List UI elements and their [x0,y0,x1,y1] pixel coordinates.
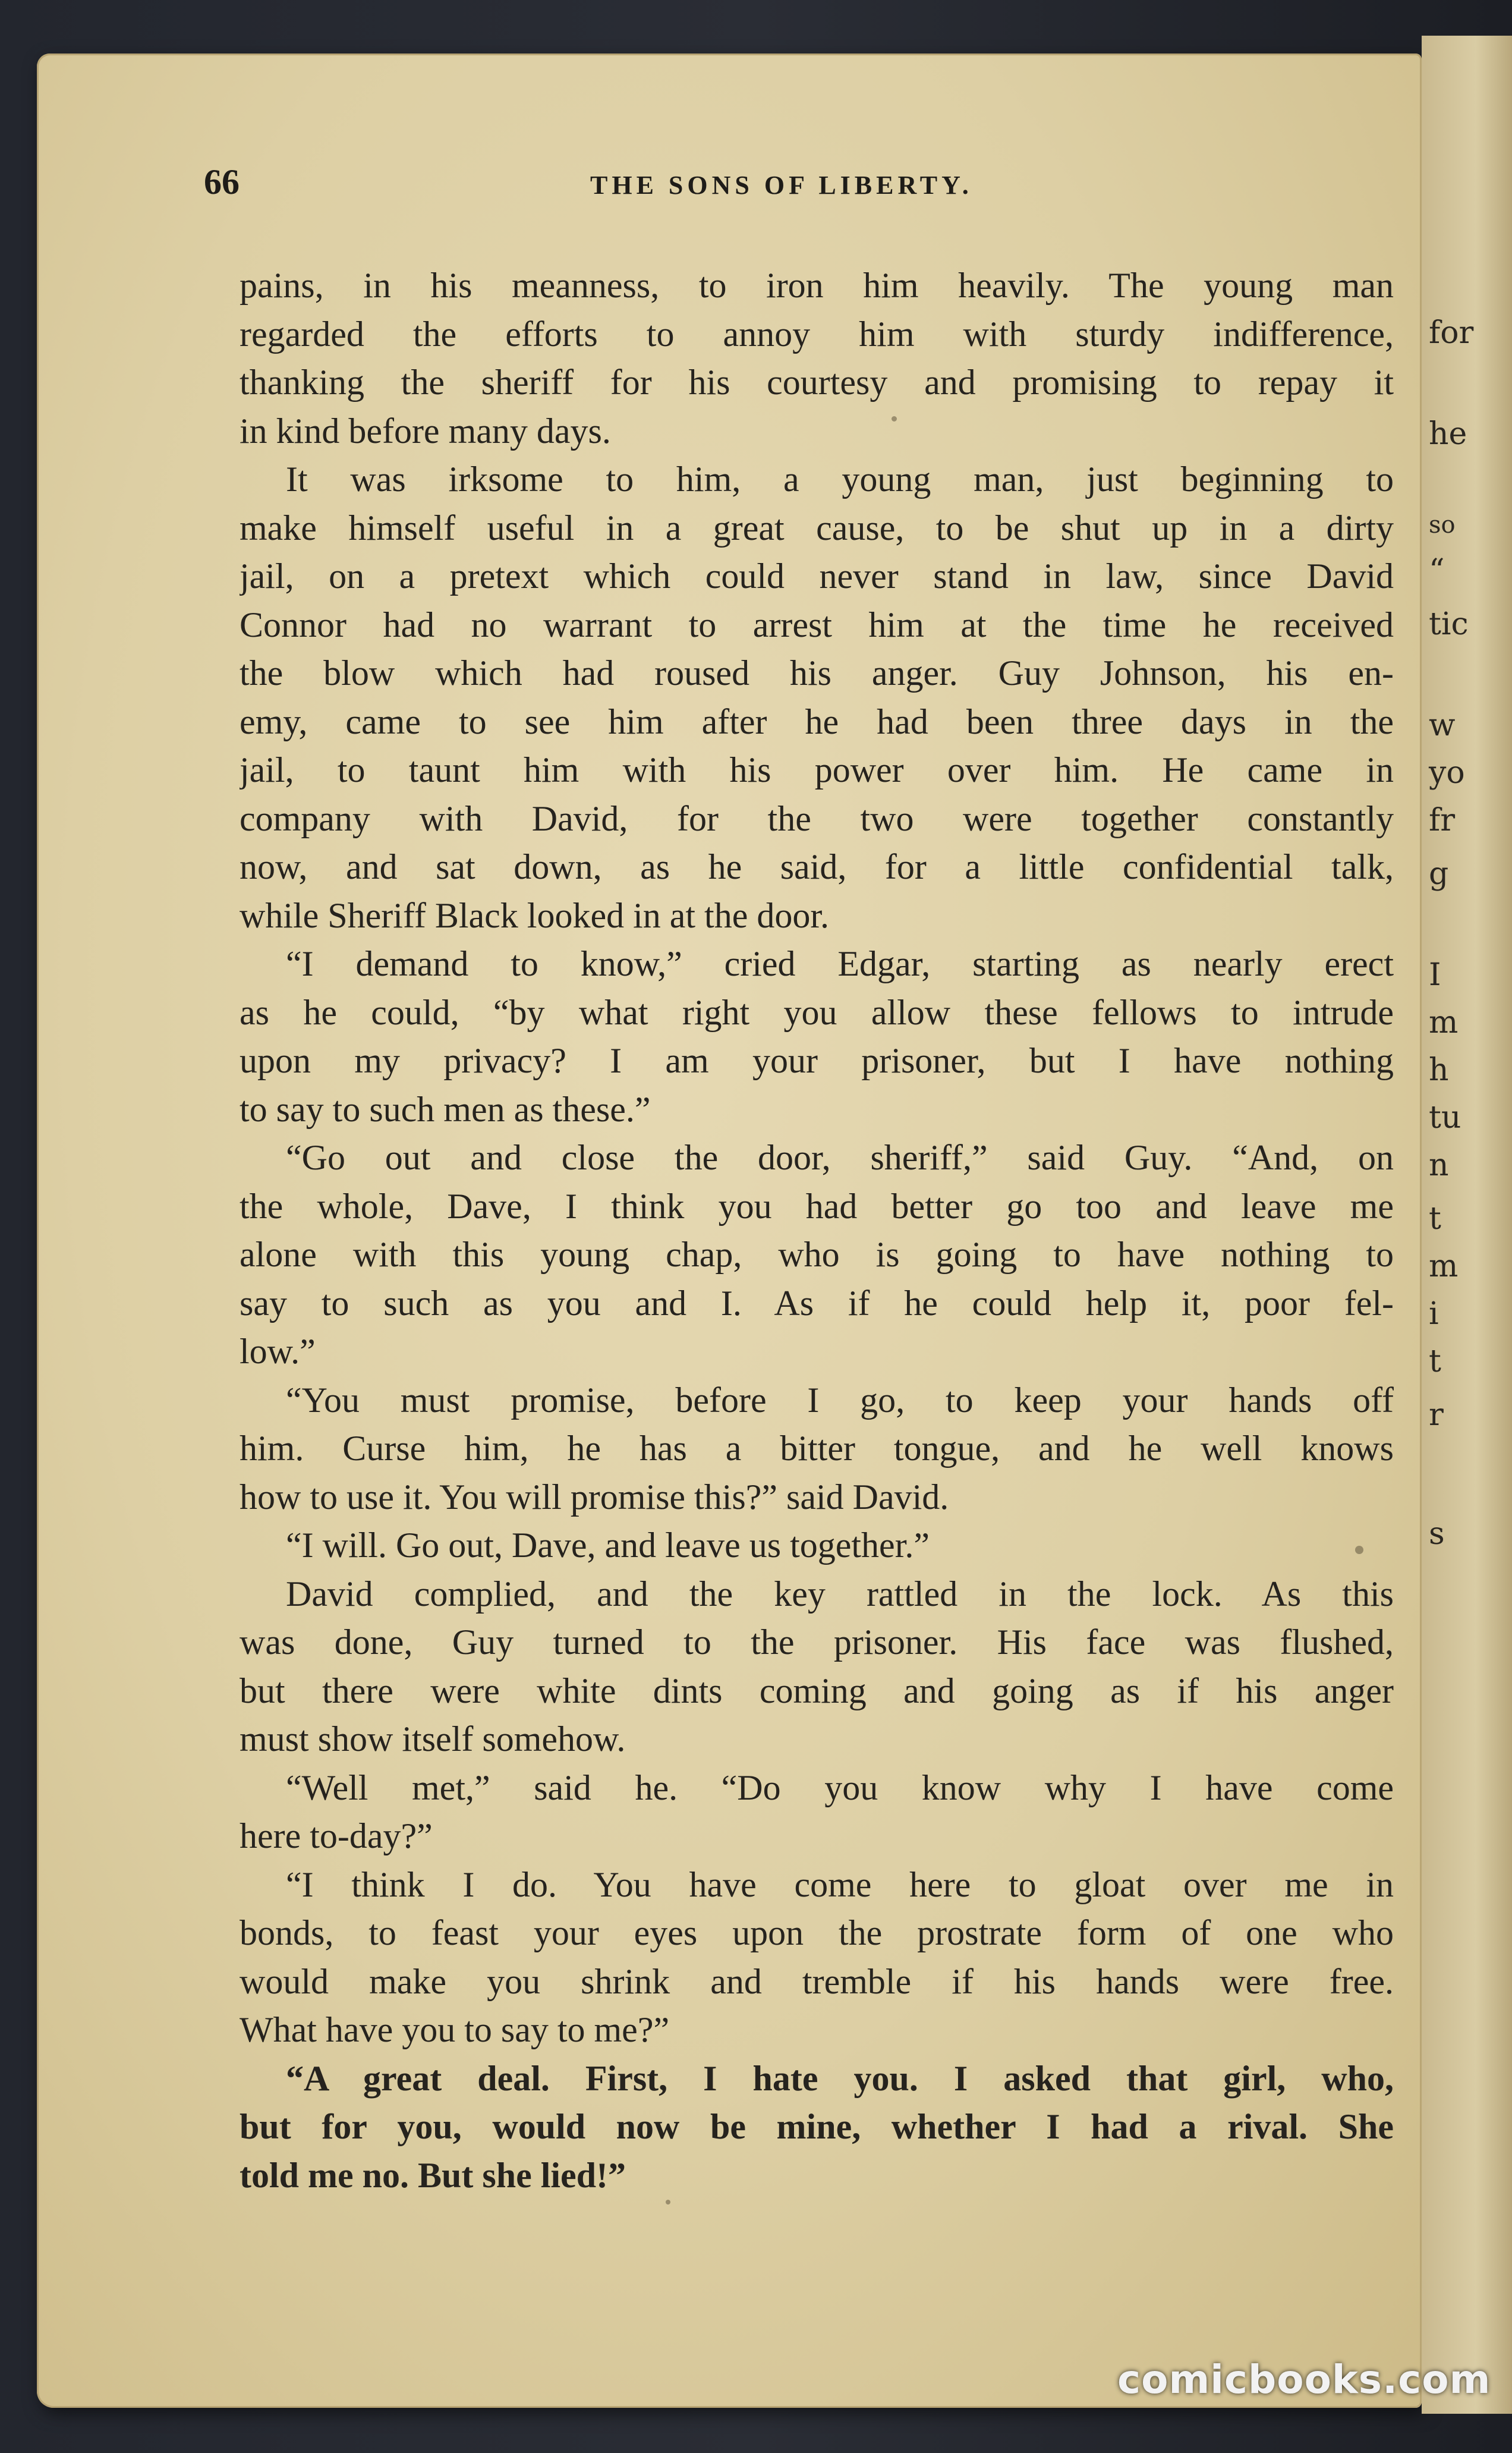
adjacent-page-fragment: n [1429,1147,1449,1183]
site-watermark: comicbooks.com [1117,2357,1491,2402]
adjacent-page-fragment: tu [1429,1100,1461,1136]
adjacent-page-fragment: so [1429,511,1456,539]
text-line: told me no. But she lied!” [240,2155,626,2195]
text-line: “Well met,” said he. “Do you know why I have come [286,1768,1394,1807]
adjacent-page-edge [1422,36,1512,2414]
adjacent-page-fragment: I [1429,957,1441,993]
text-line: regarded the efforts to annoy him with sturdy indifference, [240,314,1394,354]
paper-speck [892,416,897,422]
page-number: 66 [204,162,240,202]
text-line: the whole, Dave, I think you had better go too and leave me [240,1186,1394,1226]
adjacent-page-fragment: fr [1429,803,1456,838]
paper-speck [1355,1546,1363,1554]
text-line: him. Curse him, he has a bitter tongue, and he well knows [240,1429,1394,1468]
adjacent-page-fragment: t [1429,1201,1441,1237]
adjacent-page-fragment: yo [1429,755,1465,791]
text-line: thanking the sheriff for his courtesy and promising to repay it [240,363,1394,402]
text-line: “A great deal. First, I hate you. I asked that girl, who, [286,2058,1394,2098]
text-line: alone with this young chap, who is going to have nothing to [240,1235,1394,1274]
adjacent-page-fragment: m [1429,1005,1459,1040]
text-line: emy, came to see him after he had been three days in the [240,702,1394,741]
text-line: the blow which had roused his anger. Guy Johnson, his en- [240,653,1394,693]
text-line: upon my privacy? I am your prisoner, but I have nothing [240,1041,1394,1080]
text-line: was done, Guy turned to the prisoner. His face was flushed, [240,1622,1394,1662]
text-line: pains, in his meanness, to iron him heavily. The young man [240,266,1394,305]
body-text [240,262,1394,2200]
text-line: “I will. Go out, Dave, and leave us together.” [286,1526,930,1565]
text-line: to say to such men as these.” [240,1089,651,1129]
text-line: “I demand to know,” cried Edgar, starting as nearly erect [286,944,1394,983]
text-line: but for you, would now be mine, whether I had a rival. She [240,2107,1394,2146]
adjacent-page-fragment: t [1429,1344,1441,1379]
adjacent-page-fragment: h [1429,1052,1449,1088]
text-line: low.” [240,1332,316,1371]
text-line: David complied, and the key rattled in the lock. As this [286,1574,1394,1614]
text-line: make himself useful in a great cause, to be shut up in a dirty [240,508,1394,548]
text-line: now, and sat down, as he said, for a little confidential talk, [240,847,1394,886]
text-line: as he could, “by what right you allow these fellows to intrude [240,992,1394,1032]
text-line: “I think I do. You have come here to gloat over me in [286,1864,1394,1904]
text-line: but there were white dints coming and going as if his anger [240,1671,1394,1710]
text-line: in kind before many days. [240,411,611,451]
text-line: jail, to taunt him with his power over him. He came in [240,750,1394,790]
text-line: bonds, to feast your eyes upon the prostrate form of one who [240,1913,1394,1952]
text-line: say to such as you and I. As if he could help it, poor fel- [240,1283,1394,1323]
adjacent-page-fragment: “ [1429,553,1445,589]
adjacent-page-fragment: for [1429,315,1474,351]
adjacent-page-fragment: he [1429,416,1467,452]
text-line: how to use it. You will promise this?” said David. [240,1477,949,1517]
adjacent-page-fragment: i [1429,1296,1439,1332]
adjacent-page-fragment: g [1429,856,1449,892]
running-title: THE SONS OF LIBERTY. [590,171,973,200]
text-line: “Go out and close the door, sheriff,” said Guy. “And, on [286,1138,1394,1177]
text-line: It was irksome to him, a young man, just beginning to [286,460,1394,499]
adjacent-page-fragment: s [1429,1516,1445,1552]
adjacent-page-fragment: w [1429,707,1456,743]
adjacent-page-fragment: m [1429,1248,1459,1284]
page-header [204,162,1393,221]
text-line: “You must promise, before I go, to keep your hands off [286,1380,1394,1420]
text-line: jail, on a pretext which could never stand in law, since David [240,556,1394,596]
text-line: must show itself somehow. [240,1719,626,1759]
adjacent-page-fragment: r [1429,1397,1444,1433]
paper-speck [666,2200,670,2204]
text-line: company with David, for the two were together constantly [240,798,1394,838]
text-line: would make you shrink and tremble if his hands were free. [240,1961,1394,2001]
text-line: Connor had no warrant to arrest him at the time he received [240,605,1394,644]
adjacent-page-fragment: tic [1429,606,1469,642]
text-line: while Sheriff Black looked in at the door. [240,895,830,935]
text-line: What have you to say to me?” [240,2010,670,2049]
text-line: here to-day?” [240,1816,433,1856]
